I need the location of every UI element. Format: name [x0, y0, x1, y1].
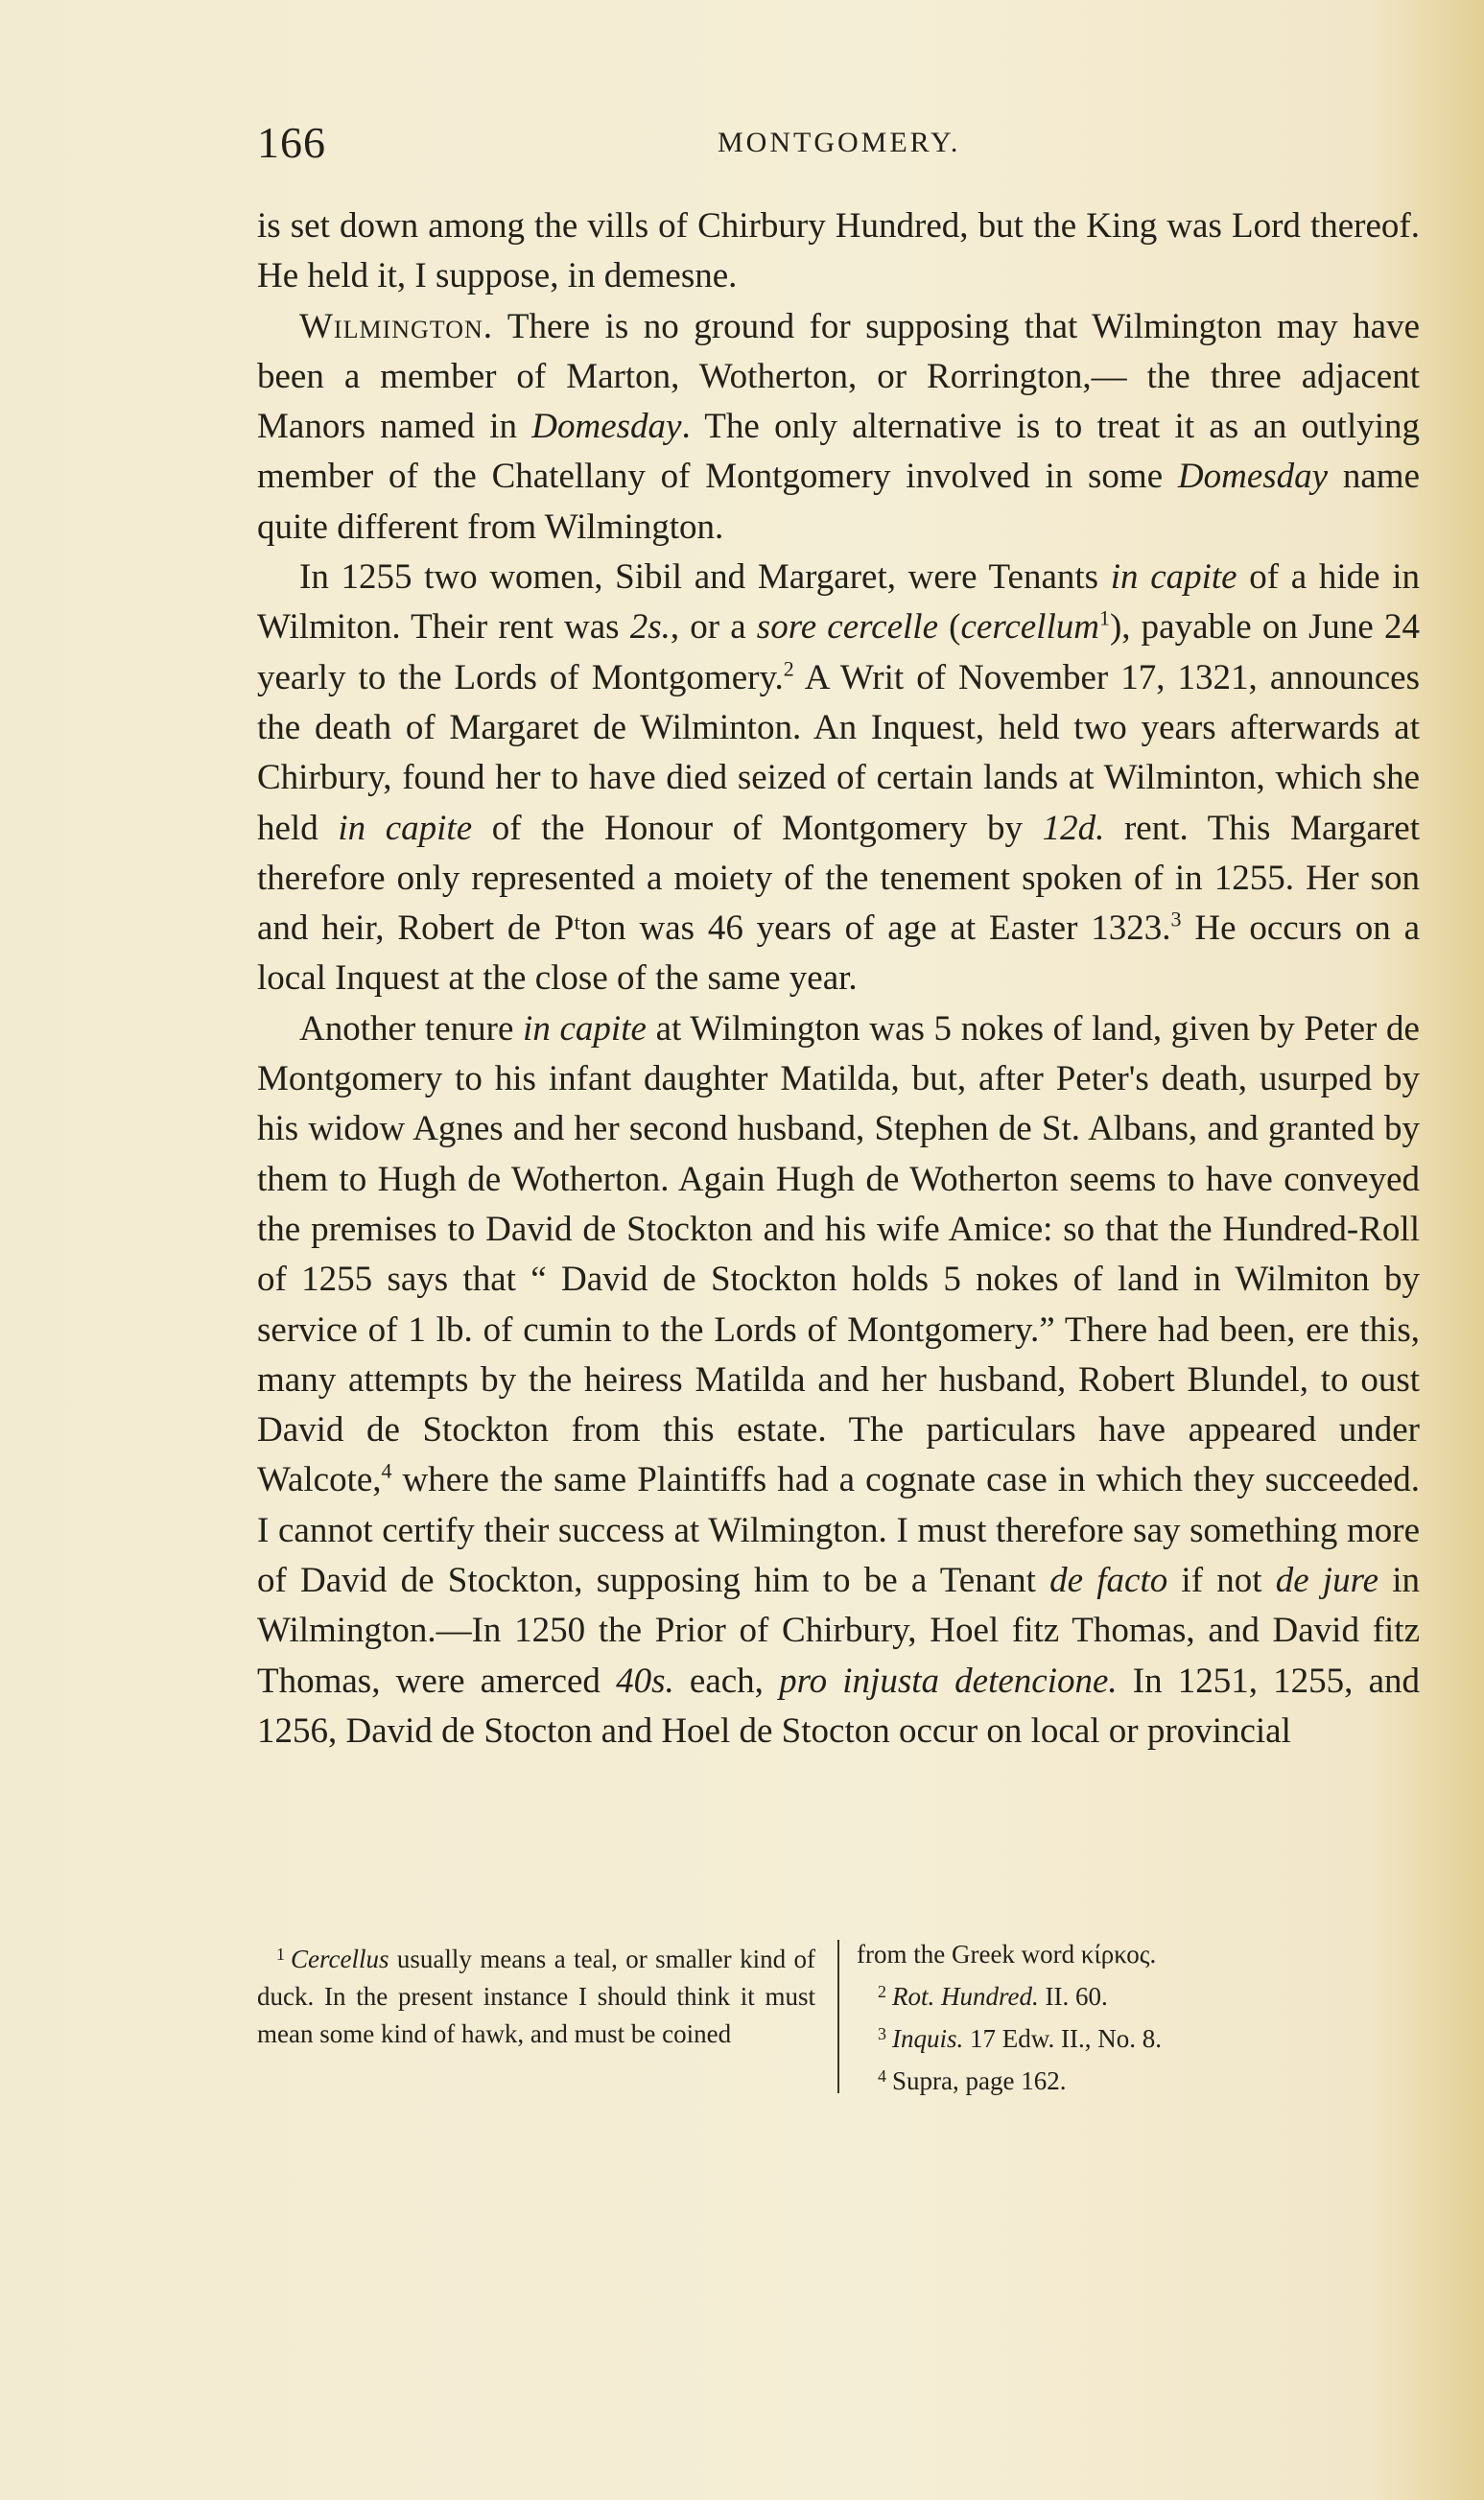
text-run: of the Honour of Montgomery by [472, 808, 1043, 848]
italic-run: Inquis. [892, 2024, 964, 2053]
column-divider [837, 1940, 839, 2093]
footnote-2 [857, 1973, 1394, 2016]
footnote-3 [857, 2016, 1394, 2058]
page-header [257, 117, 1427, 175]
text-run: There is no ground for supposing that Wilmington may have been a member of Marton, Wotherton, or Rorrington,— the three adjacent Manors named in [257, 306, 1420, 447]
text-run: from the Greek word κίρκος. [857, 1940, 1157, 1969]
paragraph-1255 [257, 553, 1420, 1004]
footnote-ref[interactable]: 4 [381, 1459, 392, 1484]
text-run: each, [673, 1661, 780, 1701]
text-run: In 1251, 1255, and 1256, David de Stocton and Hoel de Stocton occur on local or provincial [257, 1661, 1421, 1751]
footnote-mark: 3 [878, 2024, 886, 2043]
text-run: name quite different from Wilmington. [257, 457, 1421, 547]
footnote-column-right [857, 1936, 1394, 2100]
text-run: II. 60. [1038, 1982, 1108, 2011]
text-run: In 1255 two women, Sibil and Margaret, were Tenants [299, 557, 1111, 598]
italic-run: in capite [1110, 557, 1237, 598]
text-run: 17 Edw. II., No. 8. [963, 2024, 1162, 2053]
text-run: Another tenure [299, 1008, 524, 1049]
italic-run: pro injusta detencione. [779, 1661, 1118, 1701]
footnote-mark: 2 [878, 1982, 886, 2001]
text-run: , or a [670, 607, 757, 648]
text-run: is set down among the vills of Chirbury Hundred, but the King was Lord thereof. He held it, I suppose, in demesne. [257, 206, 1420, 296]
footnotes [257, 1936, 1420, 2095]
paragraph-another-tenure [257, 1004, 1420, 1757]
italic-run: 12d. [1042, 808, 1105, 848]
footnote-ref[interactable]: 2 [783, 656, 794, 681]
italic-run: de facto [1049, 1561, 1168, 1601]
body-text [257, 201, 1420, 1757]
page-number: 166 [257, 118, 326, 167]
paragraph-1 [257, 201, 1420, 302]
text-run: rent. This Margaret therefore only represented a moiety of the tenement spoken of in 1255. Her son and heir, Robert de Pᵗton was 46 years of age at Easter 1323. [257, 808, 1420, 949]
italic-run: sore cercelle [756, 607, 938, 648]
footnote-1-continued [857, 1936, 1394, 1973]
text-run: at Wilmington was 5 nokes of land, given by Peter de Montgomery to his infant daughter Matilda, but, after Peter's death, usurped by his widow Agnes and her second husband, Stephen de St. Albans, and granted by them to Hugh de Wotherton. Again Hugh de Wotherton seems to have conveyed the premises to David de Stockton and his wife Amice: so that the Hundred-Roll of 1255 says that “ David de Stockton holds 5 nokes of land in Wilmiton by service of 1 lb. of cumin to the Lords of Montgomery.” There had been, ere this, many attempts by the heiress Matilda and her husband, Robert Blundel, to oust David de Stockton from this estate. The particulars have appeared under Walcote, [257, 1008, 1420, 1500]
italic-run: Domesday [531, 407, 682, 447]
italic-run: Cercellus [291, 1945, 389, 1973]
footnote-mark: 1 [276, 1945, 285, 1964]
text-run: . The only alternative is to treat it as an outlying member of the Chatellany of Montgomery involved in some [257, 407, 1420, 497]
text-run: ( [938, 607, 961, 648]
footnote-1 [257, 1936, 815, 2053]
italic-run: cercellum [960, 607, 1099, 648]
footnote-ref[interactable]: 3 [1170, 907, 1182, 932]
italic-run: 2s. [629, 607, 671, 648]
text-run: where the same Plaintiffs had a cognate case in which they succeeded. I cannot certify their success at Wilmington. I must therefore say something more of David de Stockton, supposing him to be a Tenant [257, 1460, 1420, 1601]
italic-run: in capite [338, 808, 473, 848]
italic-run: Rot. Hundred. [892, 1982, 1039, 2011]
text-run: if not [1167, 1561, 1276, 1601]
italic-run: in capite [523, 1008, 647, 1049]
running-head: MONTGOMERY. [718, 127, 961, 158]
italic-run: 40s. [616, 1661, 674, 1701]
text-run: ), payable on June 24 yearly to the Lords of Montgomery. [257, 607, 1420, 697]
text-run: He occurs on a local Inquest at the close of the same year. [257, 908, 1420, 999]
paragraph-wilmington [257, 302, 1420, 553]
footnote-4 [857, 2058, 1394, 2100]
footnote-mark: 4 [878, 2066, 886, 2086]
text-run: usually means a teal, or smaller kind of duck. In the present instance I should think it must mean some kind of hawk, and must be coined [257, 1945, 815, 2048]
italic-run: Domesday [1177, 457, 1329, 497]
footnote-ref[interactable]: 1 [1098, 606, 1110, 631]
text-run: Supra, page 162. [892, 2066, 1067, 2095]
text-run: of a hide in Wilmiton. Their rent was [257, 557, 1420, 648]
section-heading: Wilmington. [299, 306, 494, 346]
text-run: A Writ of November 17, 1321, announces the death of Margaret de Wilminton. An Inquest, held two years afterwards at Chirbury, found her to have died seized of certain lands at Wilminton, which she held [257, 657, 1420, 848]
text-run: in Wilmington.—In 1250 the Prior of Chirbury, Hoel fitz Thomas, and David fitz Thomas, were amerced [257, 1561, 1421, 1701]
italic-run: de jure [1275, 1561, 1379, 1601]
footnote-column-left [257, 1936, 815, 2053]
